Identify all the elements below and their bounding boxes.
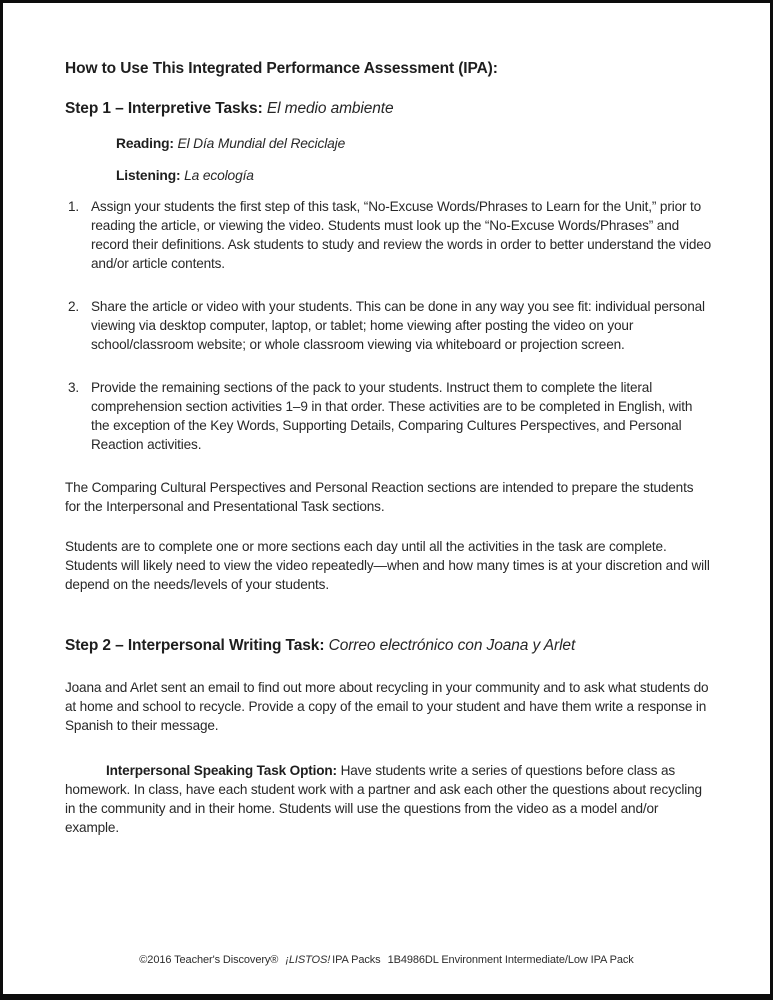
step1-label: Step 1 – Interpretive Tasks:: [65, 100, 263, 117]
paragraph-perspectives: The Comparing Cultural Perspectives and Personal Reaction sections are intended to prepare the students for the Interpersonal and Presentational Task sections.: [65, 480, 694, 514]
list-item-3: [65, 378, 712, 454]
page-title: How to Use This Integrated Performance Assessment (IPA):: [65, 60, 498, 77]
step2-heading: [65, 636, 712, 656]
listening-label: Listening:: [116, 168, 181, 183]
footer-product: IPA Packs: [332, 954, 381, 966]
paragraph-step2: Joana and Arlet sent an email to find out more about recycling in your community and to ask what students do at home and school to recycle. Provide a copy of the email to your student and have them write a response in Spanish to their message.: [65, 680, 709, 733]
instructions-list: [65, 197, 712, 454]
reading-title: El Día Mundial del Reciclaje: [177, 136, 346, 151]
reading-label: Reading:: [116, 136, 174, 151]
list-item-text: Assign your students the first step of this task, “No-Excuse Words/Phrases to Learn for the Unit,” prior to reading the article, or viewing the video. Students must look up the “No-Excuse Words/Phrases” and record their definitions. Ask students to study and review the words in order to better understand the video and/or article contents.: [91, 199, 712, 271]
list-item-number: 2.: [68, 299, 80, 314]
listening-line: [116, 166, 712, 185]
paragraph-pacing: Students are to complete one or more sections each day until all the activities in the task are complete. Students will likely need to view the video repeatedly—when and how many times is at your discretion and will depend on the needs/levels of your students.: [65, 539, 710, 592]
step1-heading: [65, 99, 712, 119]
speaking-option-label: Interpersonal Speaking Task Option:: [106, 763, 337, 778]
footer-brand: ¡LISTOS!: [285, 954, 331, 966]
list-item-1: [65, 197, 712, 273]
step2-label: Step 2 – Interpersonal Writing Task:: [65, 637, 325, 654]
step2-spanish-title: Correo electrónico con Joana y Arlet: [328, 637, 576, 654]
page-footer: [3, 954, 770, 966]
listening-title: La ecología: [184, 168, 254, 183]
speaking-option-text: Have students write a series of questions before class as homework. In class, have each student work with a partner and ask each other the questions about recycling in the community and in their home. Students will use the questions from the video as a model and/or example.: [65, 763, 702, 835]
list-item-number: 1.: [68, 199, 80, 214]
list-item-number: 3.: [68, 380, 80, 395]
reading-line: [116, 134, 712, 153]
step1-spanish-title: El medio ambiente: [266, 100, 394, 117]
list-item-text: Share the article or video with your students. This can be done in any way you see fit: individual personal viewing via desktop computer, laptop, or tablet; home viewing after posting the video on your school/classroom website; or whole classroom viewing via whiteboard or projection screen.: [91, 299, 705, 352]
list-item-2: [65, 297, 712, 354]
list-item-text: Provide the remaining sections of the pack to your students. Instruct them to complete the literal comprehension section activities 1–9 in that order. These activities are to be completed in English, with the exception of the Key Words, Supporting Details, Comparing Cultures Perspectives, and Personal Reaction activities.: [91, 380, 693, 452]
footer-copyright: ©2016 Teacher's Discovery®: [139, 954, 279, 966]
footer-product-code: 1B4986DL Environment Intermediate/Low IPA Pack: [387, 954, 634, 966]
paragraph-speaking-option: [65, 761, 712, 837]
